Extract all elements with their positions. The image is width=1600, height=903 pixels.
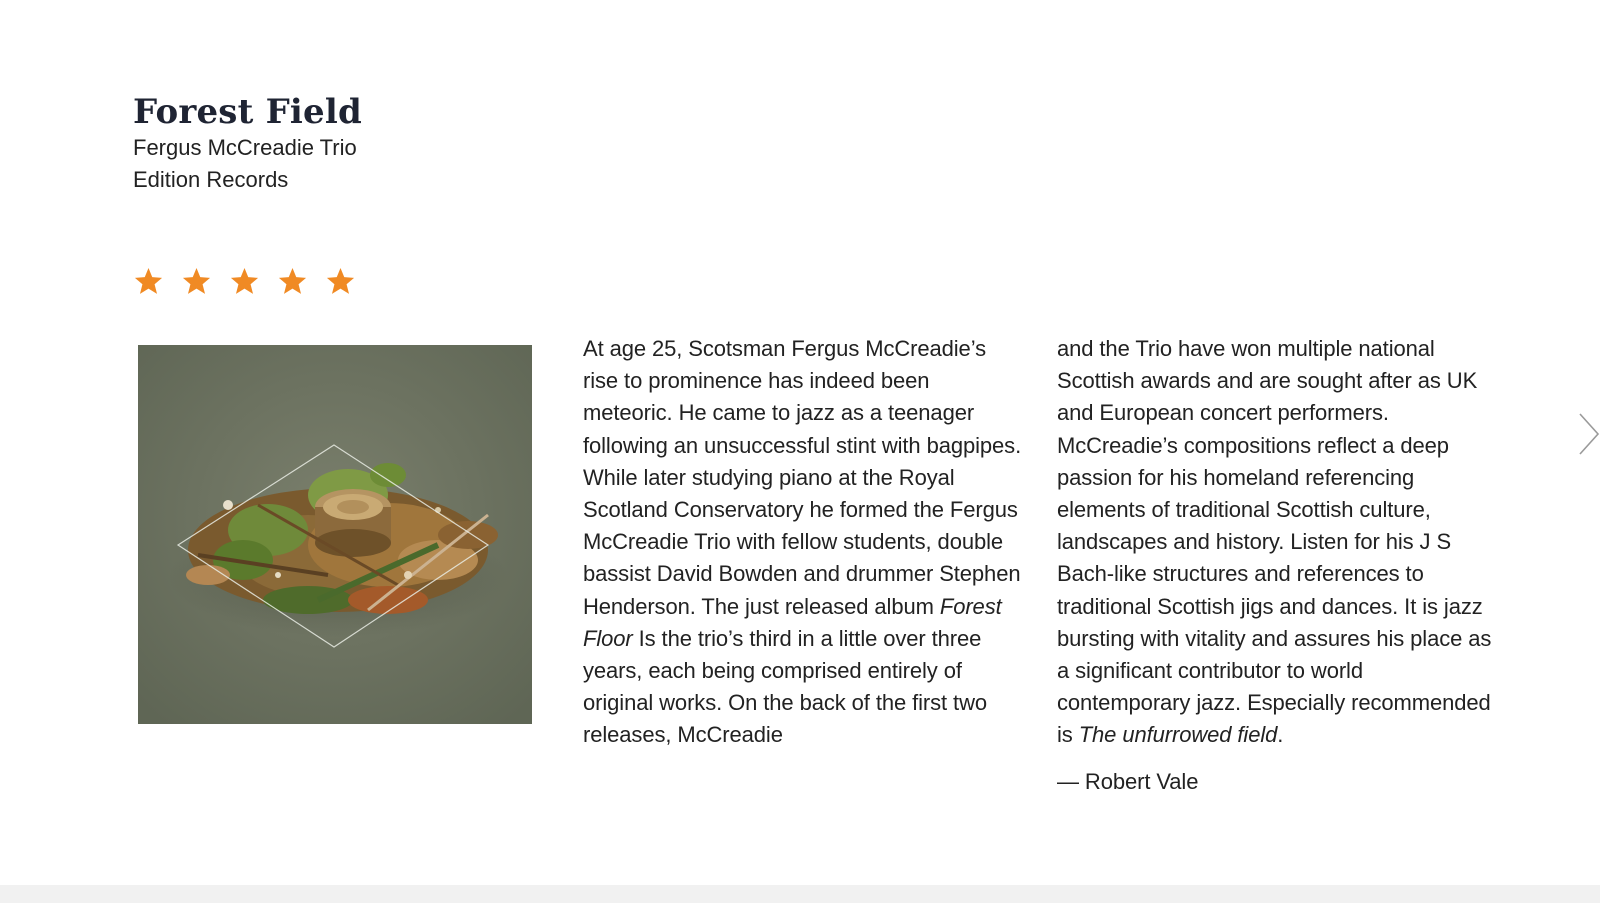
- footer-band: [0, 885, 1600, 903]
- track-title-italic: The unfurrowed field: [1078, 722, 1278, 748]
- review-text-2a: and the Trio have won multiple national Scottish awards and are sought after as UK and European concert performers. McCreadie’s compositions reflect a deep passion for his homeland referencing elements of traditional Scottish culture, landscapes and history. Listen for his J S Bach-like structures and references to traditional Scottish jigs and dances. It is jazz bursting with vitality and assures his place as a significant contributor to world contemporary jazz. Especially recommended is: [1057, 336, 1492, 748]
- review-text-2b: .: [1277, 722, 1284, 748]
- review-paragraph-1: [583, 333, 1023, 752]
- star-icon: [181, 266, 212, 297]
- chevron-right-icon: [1578, 412, 1600, 456]
- review-paragraph-2: [1057, 333, 1497, 752]
- star-icon: [325, 266, 356, 297]
- album-title: Forest Field: [133, 92, 362, 132]
- review-text-1a: At age 25, Scotsman Fergus McCreadie’s rise to prominence has indeed been meteoric. He came to jazz as a teenager following an unsuccessful stint with bagpipes. While later studying piano at the Royal Scotland Conservatory he formed the Fergus McCreadie Trio with fellow students, double bassist David Bowden and drummer Stephen Henderson. The just released album: [583, 336, 1022, 619]
- album-cover: [138, 345, 532, 724]
- record-label: Edition Records: [133, 167, 289, 192]
- review-column-2: [1057, 333, 1497, 798]
- star-rating: [133, 266, 356, 297]
- album-cover-art: [138, 345, 532, 724]
- album-title-italic: Forest Floor: [583, 593, 1002, 651]
- review-column-1: [583, 333, 1023, 752]
- star-icon: [229, 266, 260, 297]
- artist-name: Fergus McCreadie Trio: [133, 135, 357, 160]
- next-slide-button[interactable]: [1578, 412, 1600, 456]
- star-icon: [133, 266, 164, 297]
- star-icon: [277, 266, 308, 297]
- review-text-1b: Is the trio’s third in a little over three years, each being comprised entirely of original works. On the back of the first two releases, McCreadie: [583, 625, 987, 748]
- review-byline: — Robert Vale: [1057, 768, 1199, 794]
- review-header: [133, 92, 362, 196]
